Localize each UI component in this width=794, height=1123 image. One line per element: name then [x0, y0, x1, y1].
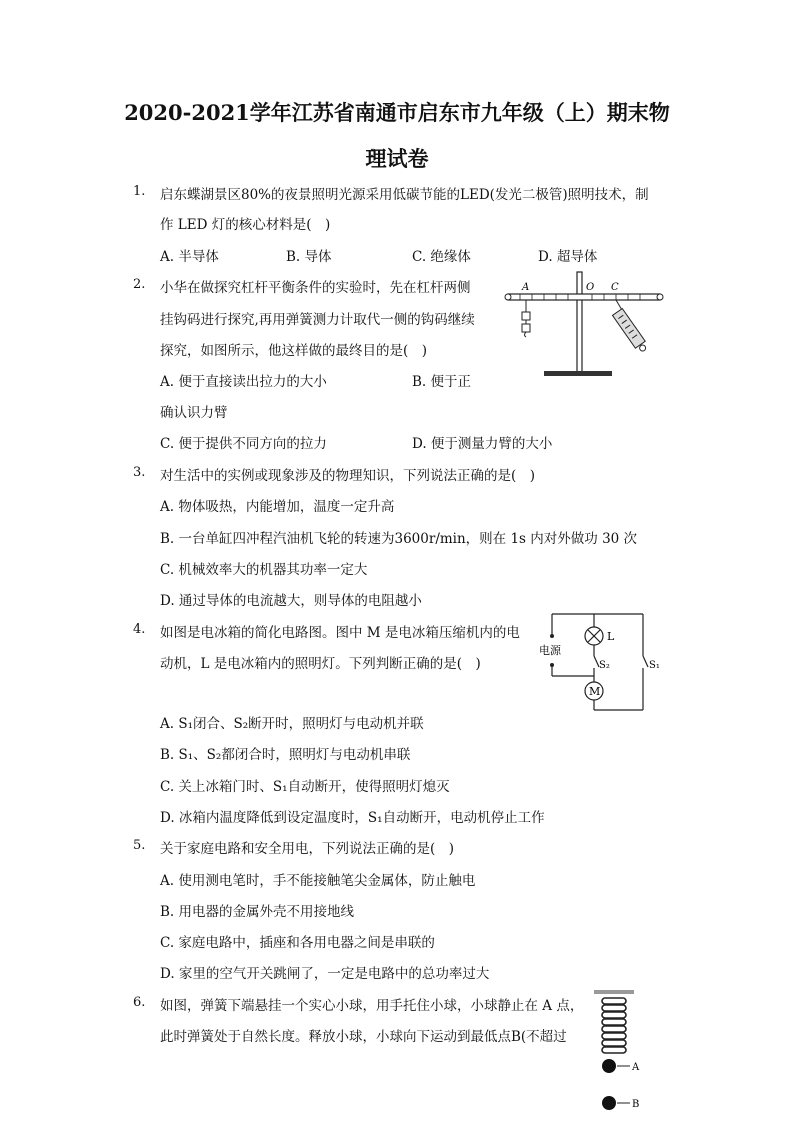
question-text: 探究，如图所示，他这样做的最终目的是( ): [160, 343, 428, 359]
question-text: 小华在做探究杠杆平衡条件的实验时，先在杠杆两侧: [160, 280, 471, 296]
option-c: C. 机械效率大的机器其功率一定大: [160, 562, 368, 578]
option-a: A. 半导体: [160, 249, 219, 265]
option-d: D. 超导体: [538, 249, 598, 265]
option-b: B. 便于正: [412, 374, 472, 390]
label-point-b: B: [632, 1099, 640, 1110]
question-text: 对生活中的实例或现象涉及的物理知识，下列说法正确的是( ): [160, 468, 536, 484]
question-number: 4.: [133, 622, 146, 637]
option-b: B. 用电器的金属外壳不用接地线: [160, 904, 355, 920]
label-a: A: [522, 282, 530, 293]
option-c: C. 家庭电路中，插座和各用电器之间是串联的: [160, 935, 435, 951]
question-text: 启东蝶湖景区80%的夜景照明光源采用低碳节能的LED(发光二极管)照明技术，制: [160, 187, 649, 203]
option-c: C. 便于提供不同方向的拉力: [160, 436, 327, 452]
question-text: 此时弹簧处于自然长度。释放小球，小球向下运动到最低点B(不超过: [160, 1029, 567, 1045]
label-point-a: A: [632, 1062, 640, 1073]
exam-title-line1: 2020-2021学年江苏省南通市启东市九年级（上）期末物: [124, 100, 670, 125]
option-a: A. S₁闭合、S₂断开时，照明灯与电动机并联: [160, 716, 424, 732]
question-number: 6.: [133, 995, 146, 1010]
label-s1: S₁: [649, 660, 660, 671]
option-a: A. 使用测电笔时，手不能接触笔尖金属体，防止触电: [160, 873, 476, 889]
option-d: D. 通过导体的电流越大，则导体的电阻越小: [160, 593, 422, 609]
question-text: 挂钩码进行探究,再用弹簧测力计取代一侧的钩码继续: [160, 312, 475, 328]
question-number: 2.: [133, 277, 146, 292]
label-o: O: [586, 282, 595, 293]
question-text: 如图是电冰箱的简化电路图。图中 M 是电冰箱压缩机内的电: [160, 625, 520, 641]
label-c: C: [611, 282, 619, 293]
question-text: 关于家庭电路和安全用电，下列说法正确的是( ): [160, 841, 455, 857]
option-b: B. S₁、S₂都闭合时，照明灯与电动机串联: [160, 747, 411, 763]
label-motor: M: [589, 685, 601, 698]
option-a: A. 物体吸热，内能增加，温度一定升高: [160, 499, 395, 515]
question-text: 作 LED 灯的核心材料是( ): [160, 217, 331, 233]
option-b: B. 导体: [286, 249, 332, 265]
label-power-source: 电源: [539, 644, 561, 657]
option-c: C. 关上冰箱门时、S₁自动断开，使得照明灯熄灭: [160, 779, 450, 795]
label-lamp: L: [607, 630, 615, 643]
spring-figure: [590, 988, 660, 1116]
circuit-figure: [536, 610, 666, 715]
option-d: D. 冰箱内温度降低到设定温度时，S₁自动断开，电动机停止工作: [160, 810, 545, 826]
option-d: D. 便于测量力臂的大小: [412, 436, 553, 452]
question-number: 1.: [133, 184, 146, 199]
option-c: C. 绝缘体: [412, 249, 471, 265]
option-d: D. 家里的空气开关跳闸了，一定是电路中的总功率过大: [160, 966, 490, 982]
label-s2: S₂: [599, 660, 610, 671]
question-number: 5.: [133, 838, 146, 853]
question-text: 如图，弹簧下端悬挂一个实心小球，用手托住小球，小球静止在 A 点，: [160, 998, 584, 1014]
option-b-continued: 确认识力臂: [160, 405, 228, 421]
question-text: 动机，L 是电冰箱内的照明灯。下列判断正确的是( ): [160, 656, 481, 672]
lever-figure: [500, 268, 670, 383]
option-a: A. 便于直接读出拉力的大小: [160, 374, 327, 390]
option-b: B. 一台单缸四冲程汽油机飞轮的转速为3600r/min，则在 1s 内对外做功 30 次: [160, 531, 638, 547]
question-number: 3.: [133, 465, 146, 480]
exam-title-line2: 理试卷: [365, 146, 429, 171]
